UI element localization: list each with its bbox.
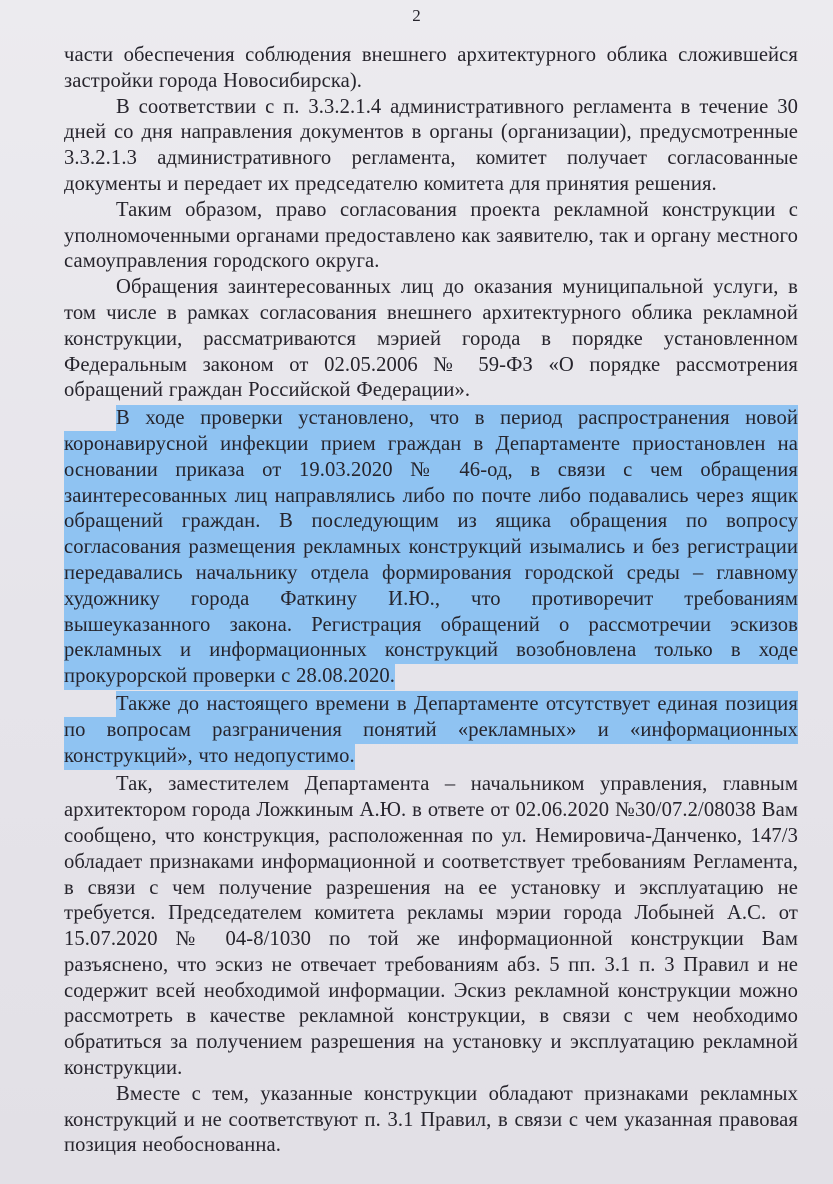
paragraph-2 (64, 95, 798, 198)
paragraph-8 (64, 1082, 798, 1159)
page-number: 2 (412, 6, 421, 25)
paragraph-2-text: В соответствии с п. 3.3.2.1.4 административного регламента в течение 30 дней со дня направления документов в органы (организации), предусмотренные 3.3.2.1.3 административного регламента, комитет получает согласованные документы и передает их председателю комитета для принятия решения. (64, 95, 798, 195)
paragraph-4-text: Обращения заинтересованных лиц до оказания муниципальной услуги, в том числе в рамках согласования внешнего архитектурного облика рекламной конструкции, рассматриваются мэрией города в порядке установленном Федеральным законом от 02.05.2006 № 59-ФЗ «О порядке рассмотрения обращений граждан Российской Федерации». (64, 276, 798, 402)
document-body (64, 43, 798, 1159)
paragraph-6-highlighted (64, 692, 798, 769)
paragraph-1-text: части обеспечения соблюдения внешнего архитектурного облика сложившейся застройки города Новосибирска). (64, 44, 798, 92)
paragraph-3-text: Таким образом, право согласования проекта рекламной конструкции с уполномоченными органами предоставлено как заявителю, так и органу местного самоуправления городского округа. (64, 198, 798, 273)
paragraph-5-highlighted (64, 406, 798, 690)
highlighted-text-selection[interactable]: Также до настоящего времени в Департаменте отсутствует единая позиция по вопросам разграничения понятий «рекламных» и «информационных конструкций», что недопустимо. (64, 691, 798, 770)
paragraph-7-text: Так, заместителем Департамента – начальником управления, главным архитектором города Ложкиным А.Ю. в ответе от 02.06.2020 №30/07.2/08038 Вам сообщено, что конструкция, расположенная по ул. Немировича-Данченко, 147/3 обладает признаками информационной и соответствует требованиям Регламента, в связи с чем получение разрешения на ее установку и эксплуатацию не требуется. Председателем комитета рекламы мэрии города Лобыней А.С. от 15.07.2020 № 04-8/1030 по той же информационной конструкции Вам разъяснено, что эскиз не отвечает требованиям абз. 5 пп. 3.1 п. 3 Правил и не содержит всей необходимой информации. Эскиз рекламной конструкции можно рассмотреть в качестве рекламной конструкции, в связи с чем необходимо обратиться за получением разрешения на установку и эксплуатацию рекламной конструкции. (64, 773, 798, 1080)
paragraph-4 (64, 275, 798, 404)
paragraph-8-text: Вместе с тем, указанные конструкции обладают признаками рекламных конструкций и не соответствуют п. 3.1 Правил, в связи с чем указанная правовая позиция необоснованна. (64, 1082, 798, 1157)
paragraph-3 (64, 198, 798, 275)
paragraph-1 (64, 43, 798, 95)
paragraph-7 (64, 772, 798, 1082)
highlighted-text-selection[interactable]: В ходе проверки установлено, что в период распространения новой коронавирусной инфекции прием граждан в Департаменте приостановлен на основании приказа от 19.03.2020 № 46-од, в связи с чем обращения заинтересованных лиц направлялись либо по почте либо подавались через ящик обращений граждан. В последующим из ящика обращения по вопросу согласования размещения рекламных конструкций изымались и без регистрации передавались начальнику отдела формирования городской среды – главному художнику города Фаткину И.Ю., что противоречит требованиям вышеуказанного закона. Регистрация обращений о рассмотречии эскизов рекламных и информационных конструкций возобновлена только в ходе прокурорской проверки с 28.08.2020. (64, 405, 798, 690)
